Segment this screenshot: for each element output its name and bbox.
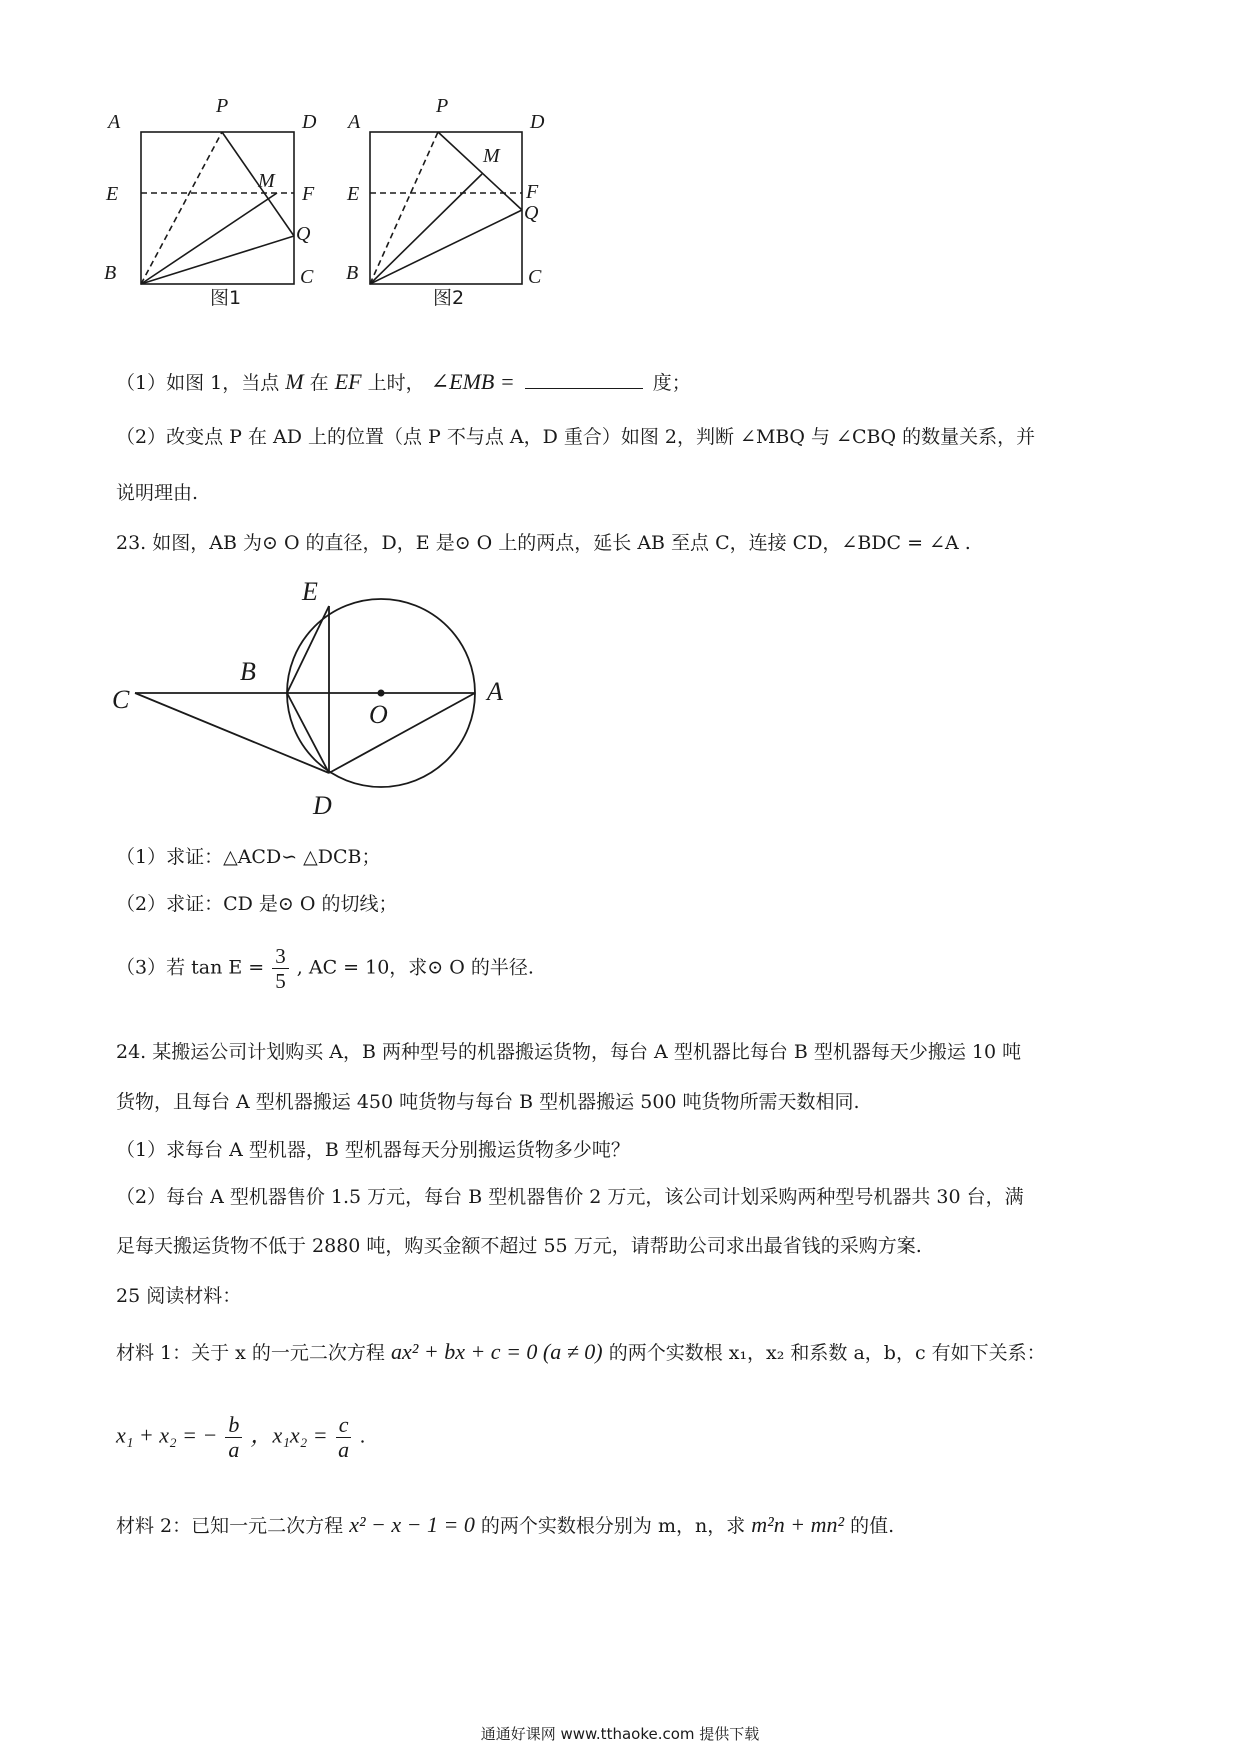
fraction-numerator: b: [225, 1413, 242, 1438]
q25-material1-formulas: [116, 1413, 366, 1462]
label-P: P: [216, 95, 229, 117]
label-Q: Q: [524, 202, 539, 224]
label-C: C: [300, 266, 314, 288]
m2-prefix: 材料 2：已知一元二次方程: [116, 1515, 344, 1537]
label-D: D: [302, 111, 317, 133]
fraction-c-over-a: [336, 1413, 352, 1462]
label-Q: Q: [296, 223, 311, 245]
label-F: F: [302, 183, 315, 205]
label-B: B: [104, 262, 117, 284]
m2-middle: 的两个实数根分别为 m，n，求: [480, 1515, 746, 1537]
label-A: A: [108, 111, 121, 133]
center-dot: [378, 690, 385, 697]
m1-equation: ax² + bx + c = 0 (a ≠ 0): [390, 1339, 603, 1364]
label-O: O: [369, 700, 388, 729]
q24-line2: 货物，且每台 A 型机器搬运 450 吨货物与每台 B 型机器搬运 500 吨货物所需天数相同.: [116, 1091, 860, 1113]
label-C: C: [112, 685, 130, 714]
figure-1-caption: 图1: [210, 287, 242, 309]
m1-prefix: 材料 1：关于 x 的一元二次方程: [116, 1342, 385, 1364]
vieta-sum-left: x₁ + x₂ = −: [116, 1422, 218, 1448]
label-P: P: [436, 95, 449, 117]
vieta-product-left: ，x₁x₂ =: [250, 1422, 328, 1448]
q22-p1-text: 在: [309, 372, 329, 394]
fraction-denominator: a: [338, 1437, 350, 1462]
q24-part1: （1）求每台 A 型机器，B 型机器每天分别搬运货物多少吨？: [116, 1139, 630, 1161]
q23-p3-prefix: （3）若 tan E =: [116, 956, 265, 979]
q23-stem: 23. 如图，AB 为⊙ O 的直径，D，E 是⊙ O 上的两点，延长 AB 至点 C，连接 CD，∠BDC = ∠A .: [116, 532, 971, 554]
label-D: D: [313, 791, 332, 820]
q22-part2-line2: 说明理由.: [116, 482, 199, 504]
fraction-denominator: a: [228, 1437, 240, 1462]
label-A: A: [348, 111, 361, 133]
q22-p1-angle: ∠EMB =: [430, 369, 515, 394]
figure-1-labels: [104, 95, 317, 309]
label-E: E: [347, 183, 360, 205]
m1-suffix: 的两个实数根 x₁，x₂ 和系数 a，b，c 有如下关系：: [608, 1342, 1046, 1364]
q24-part2-line1: （2）每台 A 型机器售价 1.5 万元，每台 B 型机器售价 2 万元，该公司计划采购两种型号机器共 30 台，满: [116, 1186, 1024, 1208]
label-E: E: [302, 577, 318, 606]
label-M: M: [483, 145, 500, 167]
figure-2-labels: [346, 95, 545, 309]
q22-p1-text2: 上时，: [367, 372, 425, 394]
square-figures: [100, 95, 620, 315]
label-B: B: [240, 657, 256, 686]
m2-equation: x² − x − 1 = 0: [349, 1512, 475, 1537]
q23-part2: （2）求证：CD 是⊙ O 的切线；: [116, 893, 398, 915]
label-D: D: [530, 111, 545, 133]
label-A: A: [487, 677, 503, 706]
q22-part1: [116, 370, 691, 395]
q25-material2: [116, 1513, 894, 1538]
fraction-b-over-a: [225, 1413, 242, 1462]
fraction-denominator: 5: [275, 969, 286, 993]
q22-p1-suffix: 度；: [652, 372, 691, 394]
label-E: E: [106, 183, 119, 205]
fraction-numerator: 3: [272, 944, 289, 969]
label-C: C: [528, 266, 542, 288]
label-B: B: [346, 262, 359, 284]
figure-1: [141, 132, 294, 284]
label-F: F: [526, 181, 539, 203]
q24-part2-line2: 足每天搬运货物不低于 2880 吨，购买金额不超过 55 万元，请帮助公司求出最省钱的采购方案.: [116, 1235, 922, 1257]
m2-suffix: 的值.: [850, 1515, 895, 1537]
q23-part1: （1）求证：△ACD∽ △DCB；: [116, 846, 381, 868]
q24-line1: 24. 某搬运公司计划购买 A，B 两种型号的机器搬运货物，每台 A 型机器比每台 B 型机器每天少搬运 10 吨: [116, 1041, 1022, 1063]
circle-figure: [110, 570, 530, 820]
q22-p1-prefix: （1）如图 1，当点: [116, 372, 280, 394]
fraction-three-fifths: [272, 944, 289, 993]
q22-part2-line1: （2）改变点 P 在 AD 上的位置（点 P 不与点 A，D 重合）如图 2，判断 ∠MBQ 与 ∠CBQ 的数量关系，并: [116, 426, 1036, 448]
fraction-numerator: c: [336, 1413, 352, 1438]
q23-p3-suffix: , AC = 10，求⊙ O 的半径.: [296, 956, 534, 979]
q25-material1: [116, 1340, 1046, 1365]
q22-p1-segment: EF: [334, 369, 362, 394]
period: .: [359, 1425, 366, 1448]
figure-2-caption: 图2: [433, 287, 465, 309]
q23-part3: [116, 944, 534, 993]
answer-blank[interactable]: [525, 370, 643, 389]
label-M: M: [258, 170, 275, 192]
q22-p1-point: M: [285, 369, 304, 394]
m2-expression: m²n + mn²: [751, 1512, 845, 1537]
page-footer: 通通好课网 www.tthaoke.com 提供下载: [480, 1725, 760, 1743]
q25-stem: 25 阅读材料：: [116, 1285, 242, 1307]
